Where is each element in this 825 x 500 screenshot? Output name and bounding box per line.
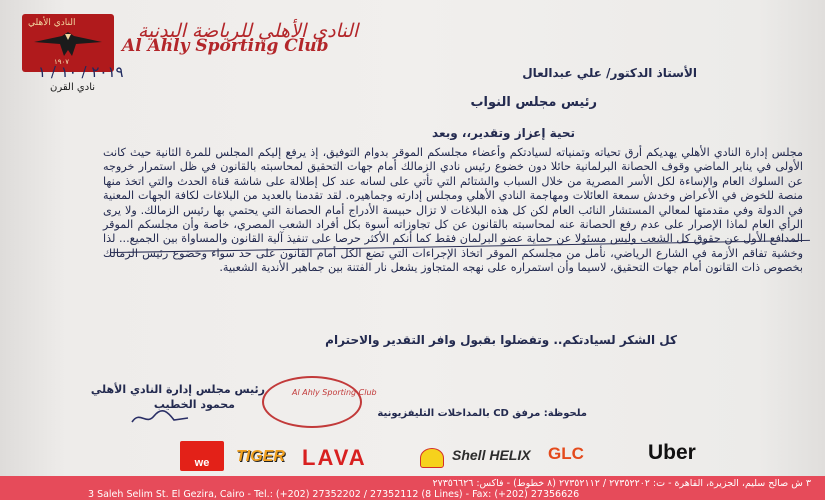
club-stamp bbox=[262, 376, 362, 428]
addressee-title: رئيس مجلس النواب bbox=[470, 95, 597, 110]
sponsor-shell-helix: Shell HELIX bbox=[452, 447, 531, 463]
letter-body: مجلس إدارة النادي الأهلي يهديكم أرق تحياته وتمنياته لسيادتكم وأعضاء مجلسكم الموقر بدوام التوفيق، إذ يرفع إليكم المجلس للمرة الثانية حيث كانت الأولى في يناير الماضي وقوف الحصانة البرلمانية حائلا دون خضوع رئيس نادي الزمالك أمام جهات التحقيق لمحاسبته بالقانون في ظل استمرار خروجه عن السلوك العام والإساءة لكل الأسر المصرية من خلال السباب والشتائم التي تأتي على لسانه عند كل إطلالة على شاشة قناة الحدث والتي اتخذ منها منصة للخوض في الأعراض وخدش سمعة العائلات ومهاجمة النادي الأهلي ومجلس إدارته وجماهيره. لقد تقدمنا بالعديد من البلاغات لكافة الجهات المعنية في الدولة وفي مقدمتها لمعالي المستشار النائب العام لكن كل هذه البلاغات لا تزال حبيسة الأدراج أمام الحصانة التي يحتمي بها رئيس الزمالك. ولا يرى الرأي العام لماذا الإصرار على عدم رفع الحصانة عنه لمحاسبته بالقانون عن كل تجاوزاته أسوة بكل أفراد الشعب المصري، خاصة وأن مجلسكم الموقر المدافع الأول عن حقوق كل الشعب وليس مسئولا عن حماية عضو البرلمان فقط كما أنكم الأكثر حرصا على تنفيذ آلية القانون والمساواة بين الجميع... لذا وخشية تفاقم الأزمة في الشارع الرياضي، نأمل من مجلسكم الموقر اتخاذ الإجراءات التي تضع الكل أمام القانون على حد سواء وخضوع رئيس الزمالك بخصوص ذات القانون أمام جهات التحقيق، لاسيما وأن استمراره على نهجه المتجاوز يشعل نار الفتنة بين جماهير الأندية الشعبية. bbox=[103, 146, 803, 275]
century-label: نادي القرن bbox=[50, 82, 96, 93]
sponsor-glc: GLC bbox=[548, 444, 584, 463]
footer-address-arabic: ٣ ش صالح سليم، الجزيرة، القاهرة - ت: ٢٧٣٥٢٢٠٢ / ٢٧٣٥٢١١٢ (٨ خطوط) - فاكس: ٢٧٣٥٦٦٢٦ bbox=[432, 478, 811, 489]
shell-logo-icon bbox=[420, 448, 444, 468]
club-name-english: Al Ahly Sporting Club bbox=[122, 36, 329, 56]
stamp-text: Al Ahly Sporting Club bbox=[292, 388, 377, 397]
sponsor-tiger: TIGER bbox=[236, 448, 285, 465]
club-name-arabic: النادي الأهلي للرياضة البدنية bbox=[137, 20, 359, 42]
closing-line: كل الشكر لسيادتكم.. وتفضلوا بقبول وافر التقدير والاحترام bbox=[325, 333, 677, 347]
eagle-icon bbox=[32, 28, 104, 60]
signature-title: رئيس مجلس إدارة النادي الأهلي bbox=[90, 383, 265, 396]
sponsor-bar bbox=[0, 436, 825, 476]
footer-address-english: 3 Saleh Selim St. El Gezira, Cairo - Tel.: (+202) 27352202 / 27352112 (8 Lines) - Fax: (+202) 27356626 bbox=[88, 489, 580, 500]
attachment-note: ملحوظة: مرفق CD بالمداخلات التليفزيونية bbox=[377, 408, 587, 419]
logo-text: النادي الأهلي bbox=[28, 18, 76, 28]
sponsor-lava: LAVA bbox=[302, 445, 367, 470]
greeting: تحية إعزاز وتقدير،، وبعد bbox=[432, 126, 575, 140]
signature-scrawl bbox=[130, 406, 190, 428]
signature-name: محمود الخطيب bbox=[153, 398, 235, 411]
letter-date: ٢٠١٩ / ١٠ / ١ bbox=[38, 63, 124, 81]
sponsor-we: we bbox=[180, 441, 224, 471]
logo-year: ١٩٠٧ bbox=[54, 58, 70, 66]
addressee-name: الأستاذ الدكتور/ علي عبدالعال bbox=[522, 66, 697, 80]
sponsor-uber: Uber bbox=[648, 441, 696, 464]
